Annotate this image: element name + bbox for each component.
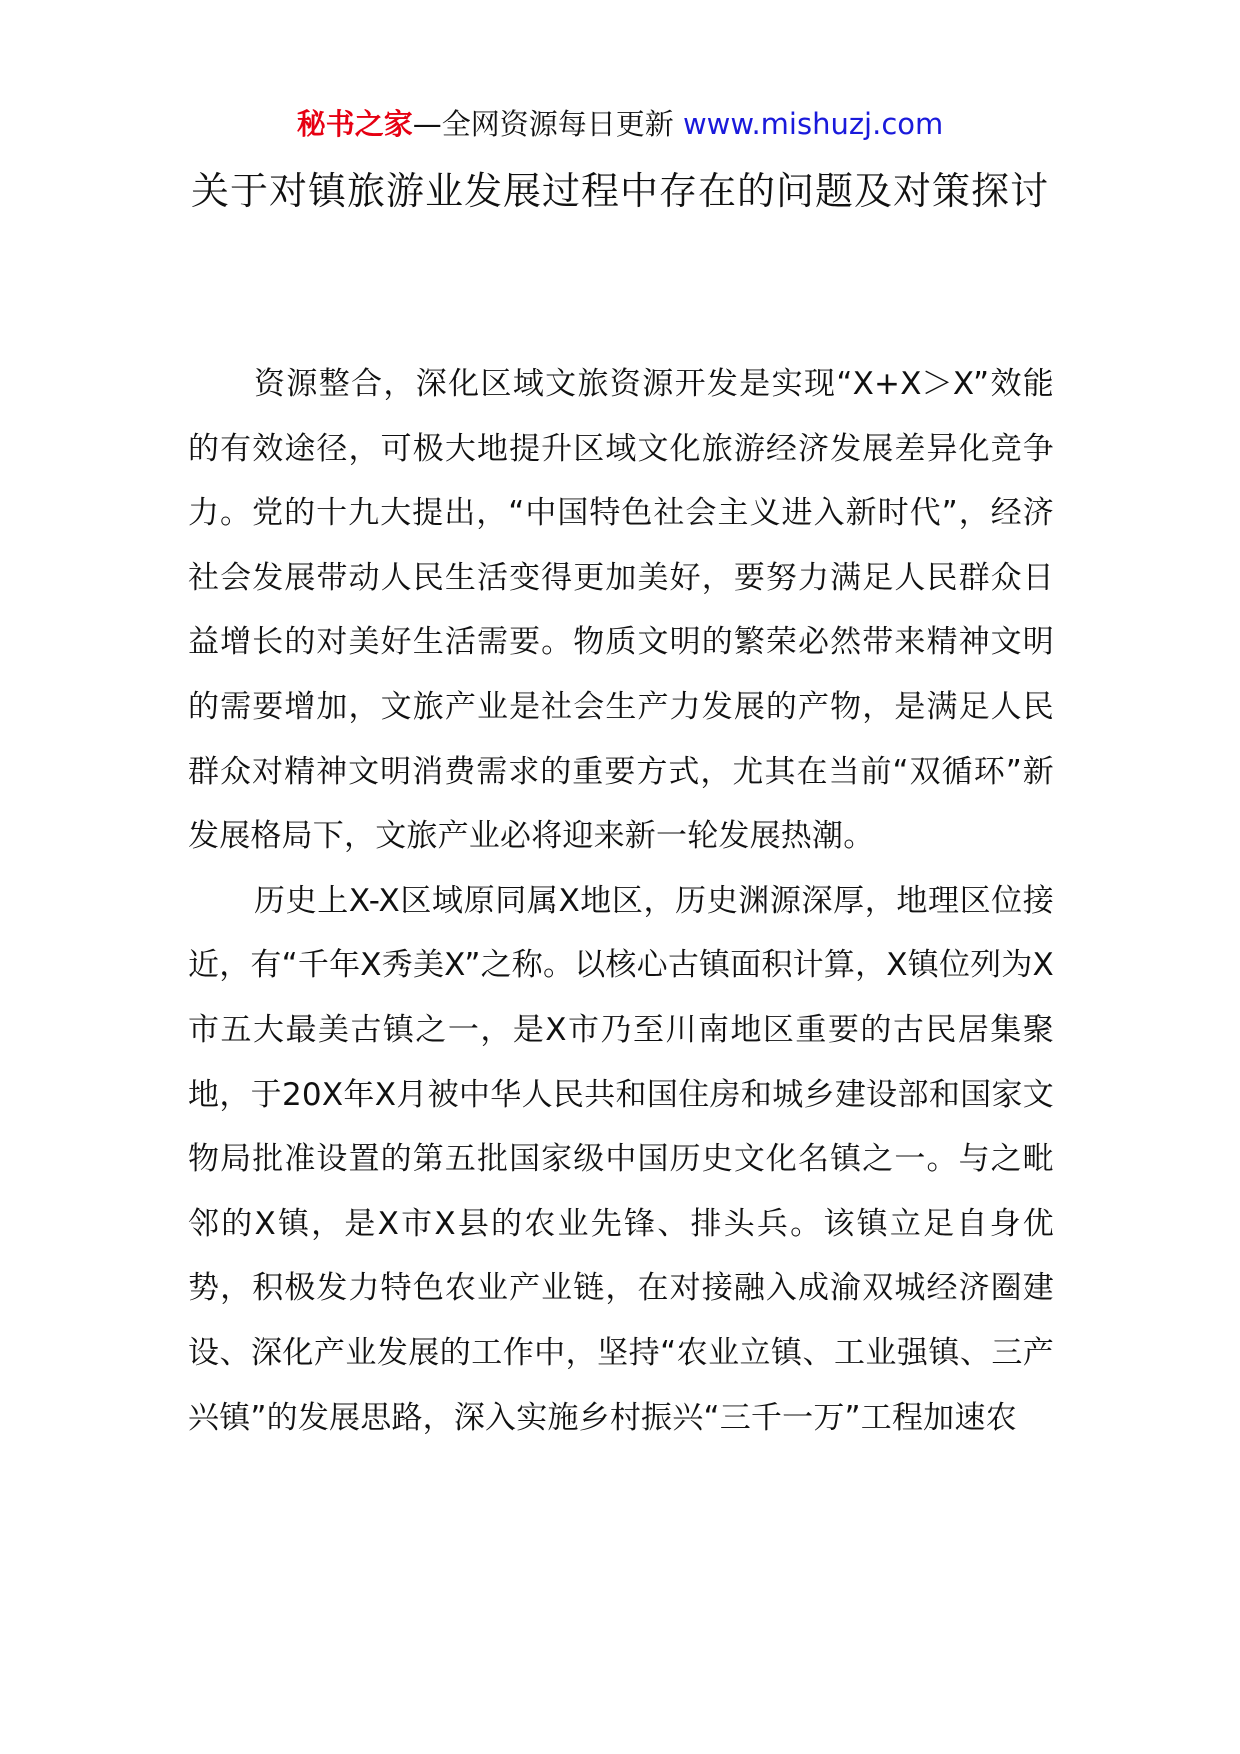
- paragraph: 资源整合，深化区域文旅资源开发是实现“X+X＞X”效能的有效途径，可极大地提升区域文化旅游经济发展差异化竞争力。党的十九大提出，“中国特色社会主义进入新时代”，经济社会发展带动人民生活变得更加美好，要努力满足人民群众日益增长的对美好生活需要。物质文明的繁荣必然带来精神文明的需要增加，文旅产业是社会生产力发展的产物，是满足人民群众对精神文明消费需求的重要方式，尤其在当前“双循环”新发展格局下，文旅产业必将迎来新一轮发展热潮。: [188, 366, 1054, 855]
- site-url-link[interactable]: www.mishuzj.com: [682, 107, 944, 141]
- document-title: 关于对镇旅游业发展过程中存在的问题及对策探讨: [190, 169, 1049, 213]
- paragraph: 历史上X-X区域原同属X地区，历史渊源深厚，地理区位接近，有“千年X秀美X”之称。以核心古镇面积计算，X镇位列为X市五大最美古镇之一，是X市乃至川南地区重要的古民居集聚地，于20X年X月被中华人民共和国住房和城乡建设部和国家文物局批准设置的第五批国家级中国历史文化名镇之一。与之毗邻的X镇，是X市X县的农业先锋、排头兵。该镇立足自身优势，积极发力特色农业产业链，在对接融入成渝双城经济圈建设、深化产业发展的工作中，坚持“农业立镇、工业强镇、三产兴镇”的发展思路，深入实施乡村振兴“三千一万”工程加速农: [188, 882, 1054, 1436]
- header-slogan: 全网资源每日更新: [441, 107, 674, 141]
- site-header: [0, 104, 1240, 144]
- header-dash: —: [412, 107, 442, 141]
- document-body: [188, 352, 1054, 1450]
- brand-name: 秘书之家: [296, 107, 413, 141]
